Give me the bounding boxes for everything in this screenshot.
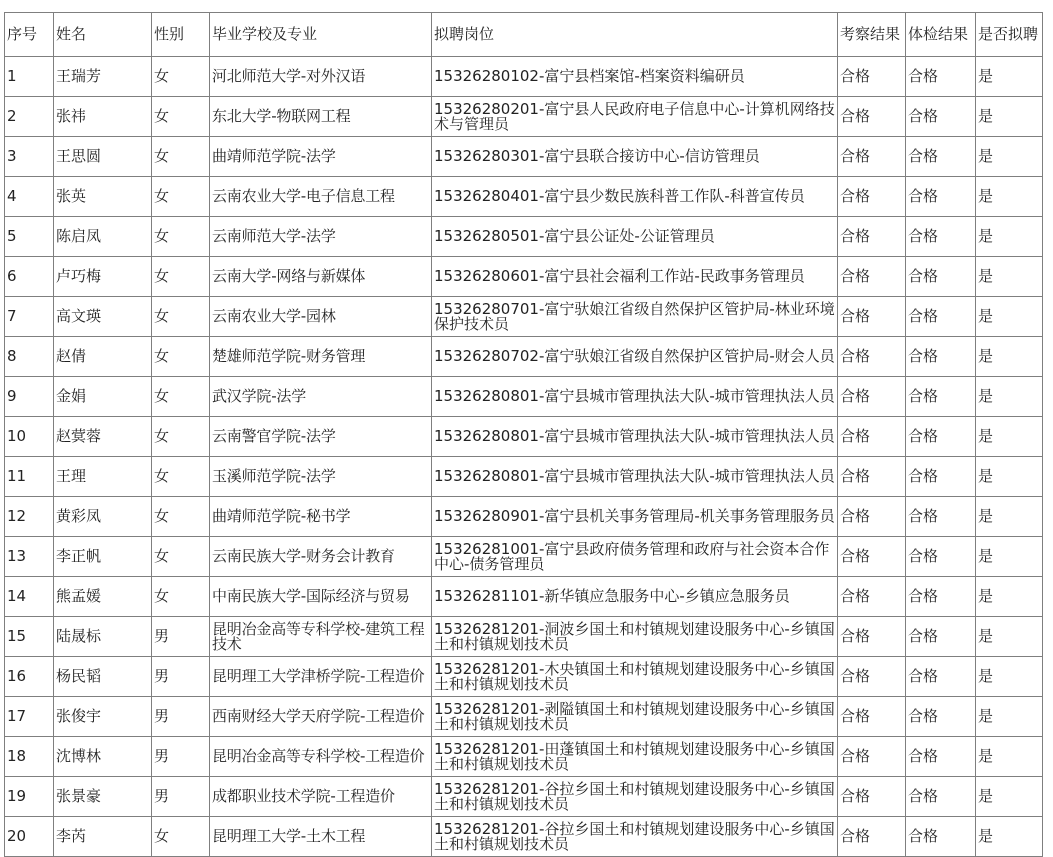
recruitment-table	[4, 12, 1043, 857]
cell-to-hire: 是	[976, 697, 1043, 737]
cell-index: 7	[5, 297, 54, 337]
cell-inspection-result: 合格	[838, 177, 906, 217]
cell-school-major: 河北师范大学-对外汉语	[210, 57, 432, 97]
cell-inspection-result: 合格	[838, 297, 906, 337]
cell-position: 15326281201-谷拉乡国土和村镇规划建设服务中心-乡镇国土和村镇规划技术员	[432, 777, 838, 817]
table-row	[5, 777, 1043, 817]
cell-index: 2	[5, 97, 54, 137]
cell-medical-result: 合格	[906, 137, 976, 177]
cell-school-major: 云南民族大学-财务会计教育	[210, 537, 432, 577]
cell-gender: 女	[152, 57, 210, 97]
cell-position: 15326280401-富宁县少数民族科普工作队-科普宣传员	[432, 177, 838, 217]
cell-medical-result: 合格	[906, 337, 976, 377]
cell-to-hire: 是	[976, 257, 1043, 297]
table-row	[5, 577, 1043, 617]
cell-medical-result: 合格	[906, 177, 976, 217]
table-row	[5, 697, 1043, 737]
cell-school-major: 东北大学-物联网工程	[210, 97, 432, 137]
cell-inspection-result: 合格	[838, 57, 906, 97]
cell-school-major: 曲靖师范学院-秘书学	[210, 497, 432, 537]
cell-name: 张英	[54, 177, 152, 217]
cell-to-hire: 是	[976, 417, 1043, 457]
header-cell-gender: 性别	[152, 13, 210, 57]
cell-name: 张祎	[54, 97, 152, 137]
cell-name: 王瑞芳	[54, 57, 152, 97]
cell-to-hire: 是	[976, 617, 1043, 657]
cell-to-hire: 是	[976, 137, 1043, 177]
cell-school-major: 云南农业大学-园林	[210, 297, 432, 337]
cell-medical-result: 合格	[906, 657, 976, 697]
cell-to-hire: 是	[976, 217, 1043, 257]
cell-school-major: 云南师范大学-法学	[210, 217, 432, 257]
cell-name: 李正帆	[54, 537, 152, 577]
table-row	[5, 617, 1043, 657]
cell-school-major: 云南大学-网络与新媒体	[210, 257, 432, 297]
cell-position: 15326281201-剥隘镇国土和村镇规划建设服务中心-乡镇国土和村镇规划技术员	[432, 697, 838, 737]
cell-name: 王理	[54, 457, 152, 497]
table-row	[5, 257, 1043, 297]
cell-position: 15326281201-洞波乡国土和村镇规划建设服务中心-乡镇国土和村镇规划技术员	[432, 617, 838, 657]
cell-medical-result: 合格	[906, 217, 976, 257]
cell-gender: 女	[152, 177, 210, 217]
cell-medical-result: 合格	[906, 817, 976, 857]
table-row	[5, 817, 1043, 857]
cell-inspection-result: 合格	[838, 577, 906, 617]
cell-name: 高文瑛	[54, 297, 152, 337]
cell-index: 18	[5, 737, 54, 777]
cell-school-major: 成都职业技术学院-工程造价	[210, 777, 432, 817]
table-row	[5, 97, 1043, 137]
cell-name: 沈博林	[54, 737, 152, 777]
cell-index: 10	[5, 417, 54, 457]
cell-medical-result: 合格	[906, 577, 976, 617]
cell-index: 12	[5, 497, 54, 537]
cell-gender: 女	[152, 457, 210, 497]
cell-name: 黄彩凤	[54, 497, 152, 537]
cell-inspection-result: 合格	[838, 657, 906, 697]
cell-gender: 女	[152, 377, 210, 417]
cell-inspection-result: 合格	[838, 697, 906, 737]
table-row	[5, 337, 1043, 377]
header-cell-inspection-result: 考察结果	[838, 13, 906, 57]
cell-to-hire: 是	[976, 457, 1043, 497]
header-cell-position: 拟聘岗位	[432, 13, 838, 57]
cell-school-major: 昆明理工大学津桥学院-工程造价	[210, 657, 432, 697]
cell-name: 赵蓂蓉	[54, 417, 152, 457]
cell-medical-result: 合格	[906, 617, 976, 657]
cell-inspection-result: 合格	[838, 377, 906, 417]
cell-to-hire: 是	[976, 497, 1043, 537]
table-row	[5, 657, 1043, 697]
cell-gender: 女	[152, 97, 210, 137]
cell-name: 张景豪	[54, 777, 152, 817]
cell-school-major: 玉溪师范学院-法学	[210, 457, 432, 497]
cell-to-hire: 是	[976, 737, 1043, 777]
cell-position: 15326280801-富宁县城市管理执法大队-城市管理执法人员	[432, 457, 838, 497]
table-row	[5, 737, 1043, 777]
cell-name: 张俊宇	[54, 697, 152, 737]
cell-index: 1	[5, 57, 54, 97]
cell-to-hire: 是	[976, 777, 1043, 817]
header-cell-medical-result: 体检结果	[906, 13, 976, 57]
cell-school-major: 云南警官学院-法学	[210, 417, 432, 457]
cell-medical-result: 合格	[906, 97, 976, 137]
cell-gender: 男	[152, 617, 210, 657]
table-row	[5, 177, 1043, 217]
cell-school-major: 昆明冶金高等专科学校-工程造价	[210, 737, 432, 777]
cell-index: 20	[5, 817, 54, 857]
cell-position: 15326280801-富宁县城市管理执法大队-城市管理执法人员	[432, 377, 838, 417]
table-row	[5, 537, 1043, 577]
cell-gender: 女	[152, 417, 210, 457]
cell-inspection-result: 合格	[838, 537, 906, 577]
cell-gender: 男	[152, 697, 210, 737]
cell-position: 15326280201-富宁县人民政府电子信息中心-计算机网络技术与管理员	[432, 97, 838, 137]
cell-name: 陆晟标	[54, 617, 152, 657]
cell-to-hire: 是	[976, 97, 1043, 137]
cell-name: 杨民韬	[54, 657, 152, 697]
cell-school-major: 楚雄师范学院-财务管理	[210, 337, 432, 377]
cell-to-hire: 是	[976, 337, 1043, 377]
header-cell-school-major: 毕业学校及专业	[210, 13, 432, 57]
cell-medical-result: 合格	[906, 417, 976, 457]
table-row	[5, 217, 1043, 257]
cell-position: 15326281201-谷拉乡国土和村镇规划建设服务中心-乡镇国土和村镇规划技术员	[432, 817, 838, 857]
cell-name: 赵倩	[54, 337, 152, 377]
cell-medical-result: 合格	[906, 697, 976, 737]
cell-to-hire: 是	[976, 177, 1043, 217]
cell-position: 15326280102-富宁县档案馆-档案资料编研员	[432, 57, 838, 97]
cell-inspection-result: 合格	[838, 617, 906, 657]
cell-inspection-result: 合格	[838, 817, 906, 857]
cell-name: 卢巧梅	[54, 257, 152, 297]
cell-medical-result: 合格	[906, 537, 976, 577]
cell-index: 5	[5, 217, 54, 257]
table-row	[5, 297, 1043, 337]
cell-school-major: 西南财经大学天府学院-工程造价	[210, 697, 432, 737]
cell-gender: 女	[152, 817, 210, 857]
cell-to-hire: 是	[976, 57, 1043, 97]
cell-inspection-result: 合格	[838, 337, 906, 377]
header-cell-to-hire: 是否拟聘	[976, 13, 1043, 57]
cell-inspection-result: 合格	[838, 417, 906, 457]
cell-school-major: 云南农业大学-电子信息工程	[210, 177, 432, 217]
cell-gender: 女	[152, 337, 210, 377]
cell-index: 4	[5, 177, 54, 217]
cell-name: 李芮	[54, 817, 152, 857]
cell-position: 15326280301-富宁县联合接访中心-信访管理员	[432, 137, 838, 177]
header-cell-name: 姓名	[54, 13, 152, 57]
cell-school-major: 昆明理工大学-土木工程	[210, 817, 432, 857]
cell-name: 王思圆	[54, 137, 152, 177]
cell-school-major: 武汉学院-法学	[210, 377, 432, 417]
cell-gender: 男	[152, 657, 210, 697]
cell-gender: 女	[152, 497, 210, 537]
cell-position: 15326281201-木央镇国土和村镇规划建设服务中心-乡镇国土和村镇规划技术员	[432, 657, 838, 697]
cell-school-major: 中南民族大学-国际经济与贸易	[210, 577, 432, 617]
cell-gender: 女	[152, 537, 210, 577]
cell-name: 熊孟媛	[54, 577, 152, 617]
cell-index: 11	[5, 457, 54, 497]
cell-inspection-result: 合格	[838, 777, 906, 817]
cell-medical-result: 合格	[906, 297, 976, 337]
cell-gender: 男	[152, 737, 210, 777]
table-row	[5, 137, 1043, 177]
table-row	[5, 417, 1043, 457]
cell-inspection-result: 合格	[838, 497, 906, 537]
cell-index: 13	[5, 537, 54, 577]
table-row	[5, 497, 1043, 537]
cell-to-hire: 是	[976, 577, 1043, 617]
cell-medical-result: 合格	[906, 777, 976, 817]
cell-gender: 男	[152, 777, 210, 817]
cell-inspection-result: 合格	[838, 737, 906, 777]
cell-medical-result: 合格	[906, 457, 976, 497]
table-row	[5, 377, 1043, 417]
cell-index: 9	[5, 377, 54, 417]
cell-gender: 女	[152, 137, 210, 177]
cell-medical-result: 合格	[906, 57, 976, 97]
cell-name: 金娟	[54, 377, 152, 417]
table-row	[5, 57, 1043, 97]
cell-index: 16	[5, 657, 54, 697]
cell-to-hire: 是	[976, 377, 1043, 417]
cell-position: 15326281001-富宁县政府债务管理和政府与社会资本合作中心-债务管理员	[432, 537, 838, 577]
cell-position: 15326280501-富宁县公证处-公证管理员	[432, 217, 838, 257]
header-row	[5, 13, 1043, 57]
table-header	[5, 13, 1043, 57]
cell-to-hire: 是	[976, 817, 1043, 857]
cell-name: 陈启凤	[54, 217, 152, 257]
cell-gender: 女	[152, 577, 210, 617]
cell-position: 15326280601-富宁县社会福利工作站-民政事务管理员	[432, 257, 838, 297]
cell-inspection-result: 合格	[838, 137, 906, 177]
cell-to-hire: 是	[976, 297, 1043, 337]
cell-school-major: 昆明冶金高等专科学校-建筑工程技术	[210, 617, 432, 657]
table-row	[5, 457, 1043, 497]
cell-index: 3	[5, 137, 54, 177]
cell-gender: 女	[152, 217, 210, 257]
cell-inspection-result: 合格	[838, 257, 906, 297]
cell-index: 15	[5, 617, 54, 657]
cell-index: 19	[5, 777, 54, 817]
cell-medical-result: 合格	[906, 497, 976, 537]
cell-medical-result: 合格	[906, 257, 976, 297]
cell-index: 8	[5, 337, 54, 377]
cell-position: 15326280901-富宁县机关事务管理局-机关事务管理服务员	[432, 497, 838, 537]
cell-inspection-result: 合格	[838, 217, 906, 257]
cell-index: 14	[5, 577, 54, 617]
cell-medical-result: 合格	[906, 377, 976, 417]
cell-inspection-result: 合格	[838, 457, 906, 497]
cell-inspection-result: 合格	[838, 97, 906, 137]
cell-to-hire: 是	[976, 657, 1043, 697]
cell-index: 17	[5, 697, 54, 737]
table-body	[5, 57, 1043, 857]
header-cell-index: 序号	[5, 13, 54, 57]
cell-index: 6	[5, 257, 54, 297]
cell-position: 15326281201-田蓬镇国土和村镇规划建设服务中心-乡镇国土和村镇规划技术员	[432, 737, 838, 777]
cell-gender: 女	[152, 297, 210, 337]
cell-position: 15326281101-新华镇应急服务中心-乡镇应急服务员	[432, 577, 838, 617]
cell-position: 15326280702-富宁驮娘江省级自然保护区管护局-财会人员	[432, 337, 838, 377]
cell-school-major: 曲靖师范学院-法学	[210, 137, 432, 177]
cell-gender: 女	[152, 257, 210, 297]
cell-position: 15326280801-富宁县城市管理执法大队-城市管理执法人员	[432, 417, 838, 457]
cell-to-hire: 是	[976, 537, 1043, 577]
cell-position: 15326280701-富宁驮娘江省级自然保护区管护局-林业环境保护技术员	[432, 297, 838, 337]
cell-medical-result: 合格	[906, 737, 976, 777]
